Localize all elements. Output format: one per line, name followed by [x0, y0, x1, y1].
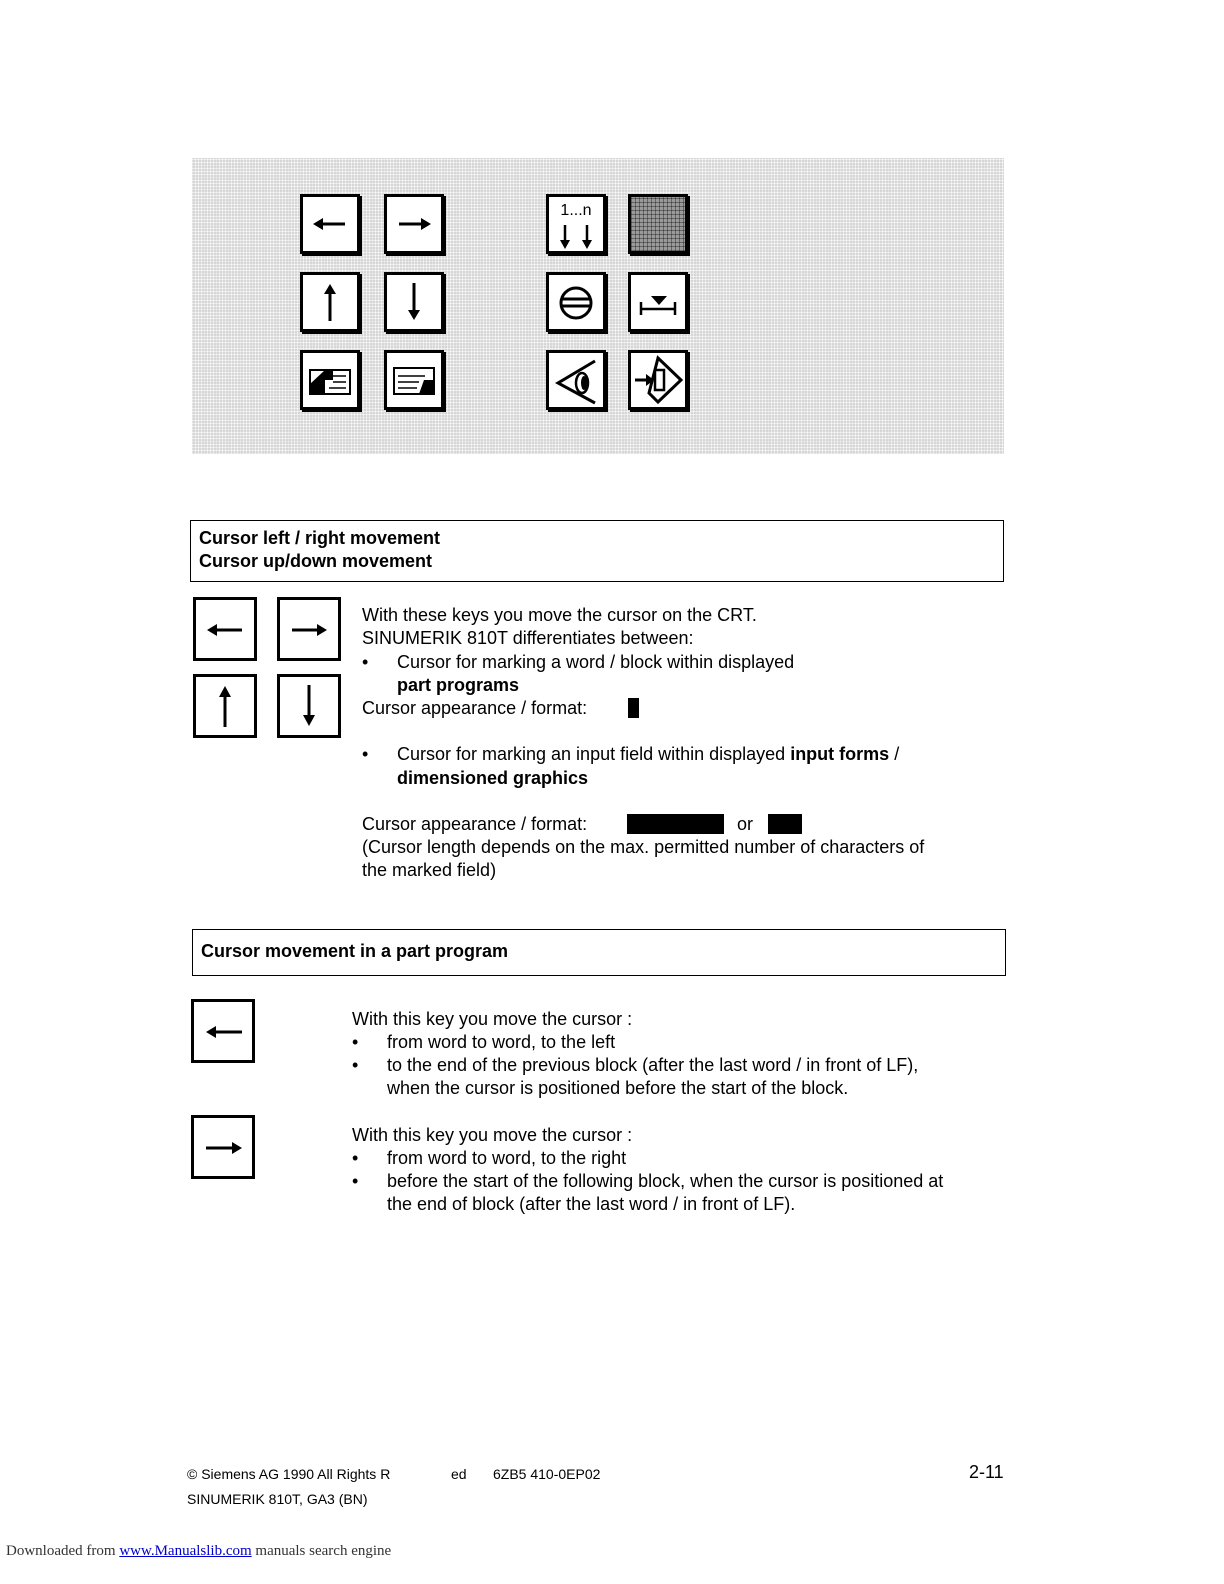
recall-icon	[549, 275, 603, 329]
section1-note-line1: (Cursor length depends on the max. permitted number of characters of	[362, 837, 925, 857]
left-bullet2-marker: •	[352, 1055, 359, 1075]
section1-note-line2: the marked field)	[362, 860, 497, 880]
left-intro: With this key you move the cursor :	[352, 1009, 633, 1029]
section1-appearance-label2: Cursor appearance / format:	[362, 814, 588, 834]
page-back-key[interactable]	[300, 350, 360, 410]
right-intro: With this key you move the cursor :	[352, 1125, 633, 1145]
section1-item2-line2: dimensioned graphics	[397, 768, 589, 788]
cursor-block-long	[627, 814, 724, 834]
download-suffix: manuals search engine	[251, 1543, 392, 1559]
eye-icon	[549, 353, 603, 407]
section1-intro-line1: With these keys you move the cursor on the CRT.	[362, 605, 757, 625]
right-bullet2-marker: •	[352, 1171, 359, 1191]
section2-header	[192, 929, 1006, 976]
scroll-1n-label: 1...n	[560, 202, 592, 219]
section1-item2-text: Cursor for marking an input field within displayed	[397, 744, 791, 764]
arrow-down-icon	[280, 677, 338, 735]
arrow-right-icon	[387, 197, 441, 251]
arrow-up-icon	[196, 677, 254, 735]
left-bullet2-line2: when the cursor is positioned before the start of the block.	[387, 1078, 849, 1098]
section1-item1-line2: part programs	[397, 675, 520, 695]
arrow-right-key[interactable]	[384, 194, 444, 254]
left-bullet1: from word to word, to the left	[387, 1032, 616, 1052]
section1-appearance-label1: Cursor appearance / format:	[362, 698, 588, 718]
section1-item2-bold: input forms	[790, 744, 890, 764]
footer-copyright: © Siemens AG 1990 All Rights R	[187, 1466, 391, 1482]
section1-header	[190, 520, 1004, 582]
right-bullet1-marker: •	[352, 1148, 359, 1168]
recall-key[interactable]	[546, 272, 606, 332]
arrow-left-key[interactable]	[300, 194, 360, 254]
cursor-left-key[interactable]	[193, 597, 257, 661]
section2-title: Cursor movement in a part program	[201, 941, 509, 961]
word-right-key[interactable]	[191, 1115, 255, 1179]
double-down-arrow-icon	[549, 197, 603, 251]
section1-title-line1: Cursor left / right movement	[199, 528, 441, 548]
cursor-up-key[interactable]	[193, 674, 257, 738]
left-bullet2-line1: to the end of the previous block (after the last word / in front of LF),	[387, 1055, 919, 1075]
clear-field-icon	[631, 275, 685, 329]
section1-intro-line2: SINUMERIK 810T differentiates between:	[362, 628, 694, 648]
page-number: 2-11	[969, 1462, 1004, 1482]
cursor-down-key[interactable]	[277, 674, 341, 738]
arrow-left-icon	[303, 197, 357, 251]
arrow-down-icon	[387, 275, 441, 329]
arrow-left-icon	[194, 1002, 252, 1060]
arrow-right-icon	[194, 1118, 252, 1176]
download-line	[6, 1543, 391, 1560]
right-bullet2-line1: before the start of the following block, when the cursor is positioned at	[387, 1171, 944, 1191]
cursor-right-key[interactable]	[277, 597, 341, 661]
page-forward-key[interactable]	[384, 350, 444, 410]
section1-item1-line1: Cursor for marking a word / block within displayed	[397, 652, 795, 672]
arrow-up-key[interactable]	[300, 272, 360, 332]
page-back-icon	[303, 353, 357, 407]
footer-order-no: 6ZB5 410-0EP02	[493, 1466, 601, 1482]
arrow-right-icon	[280, 600, 338, 658]
section1-item2-tail: /	[889, 744, 900, 764]
section1-item2-line1	[397, 743, 899, 766]
download-prefix: Downloaded from	[6, 1543, 120, 1559]
blank-key[interactable]	[628, 194, 688, 254]
arrow-left-icon	[196, 600, 254, 658]
input-icon	[631, 353, 685, 407]
section1-bullet1: •	[362, 652, 369, 672]
view-key[interactable]	[546, 350, 606, 410]
section1-bullet2: •	[362, 744, 369, 764]
right-bullet1: from word to word, to the right	[387, 1148, 627, 1168]
right-bullet2-line2: the end of block (after the last word / in front of LF).	[387, 1194, 796, 1214]
footer-doc-name: SINUMERIK 810T, GA3 (BN)	[187, 1491, 368, 1507]
section1-title-line2: Cursor up/down movement	[199, 551, 433, 571]
footer-copyright-tail: ed	[451, 1466, 467, 1482]
input-key[interactable]	[628, 350, 688, 410]
left-bullet1-marker: •	[352, 1032, 359, 1052]
page-forward-icon	[387, 353, 441, 407]
arrow-up-icon	[303, 275, 357, 329]
word-left-key[interactable]	[191, 999, 255, 1063]
scroll-1n-key[interactable]	[546, 194, 606, 254]
cursor-block-single	[628, 698, 639, 718]
arrow-down-key[interactable]	[384, 272, 444, 332]
clear-field-key[interactable]	[628, 272, 688, 332]
keypad-panel	[192, 158, 1004, 454]
manualslib-link[interactable]: www.Manualslib.com	[119, 1543, 252, 1559]
section1-or: or	[737, 814, 754, 834]
cursor-block-short	[768, 814, 802, 834]
